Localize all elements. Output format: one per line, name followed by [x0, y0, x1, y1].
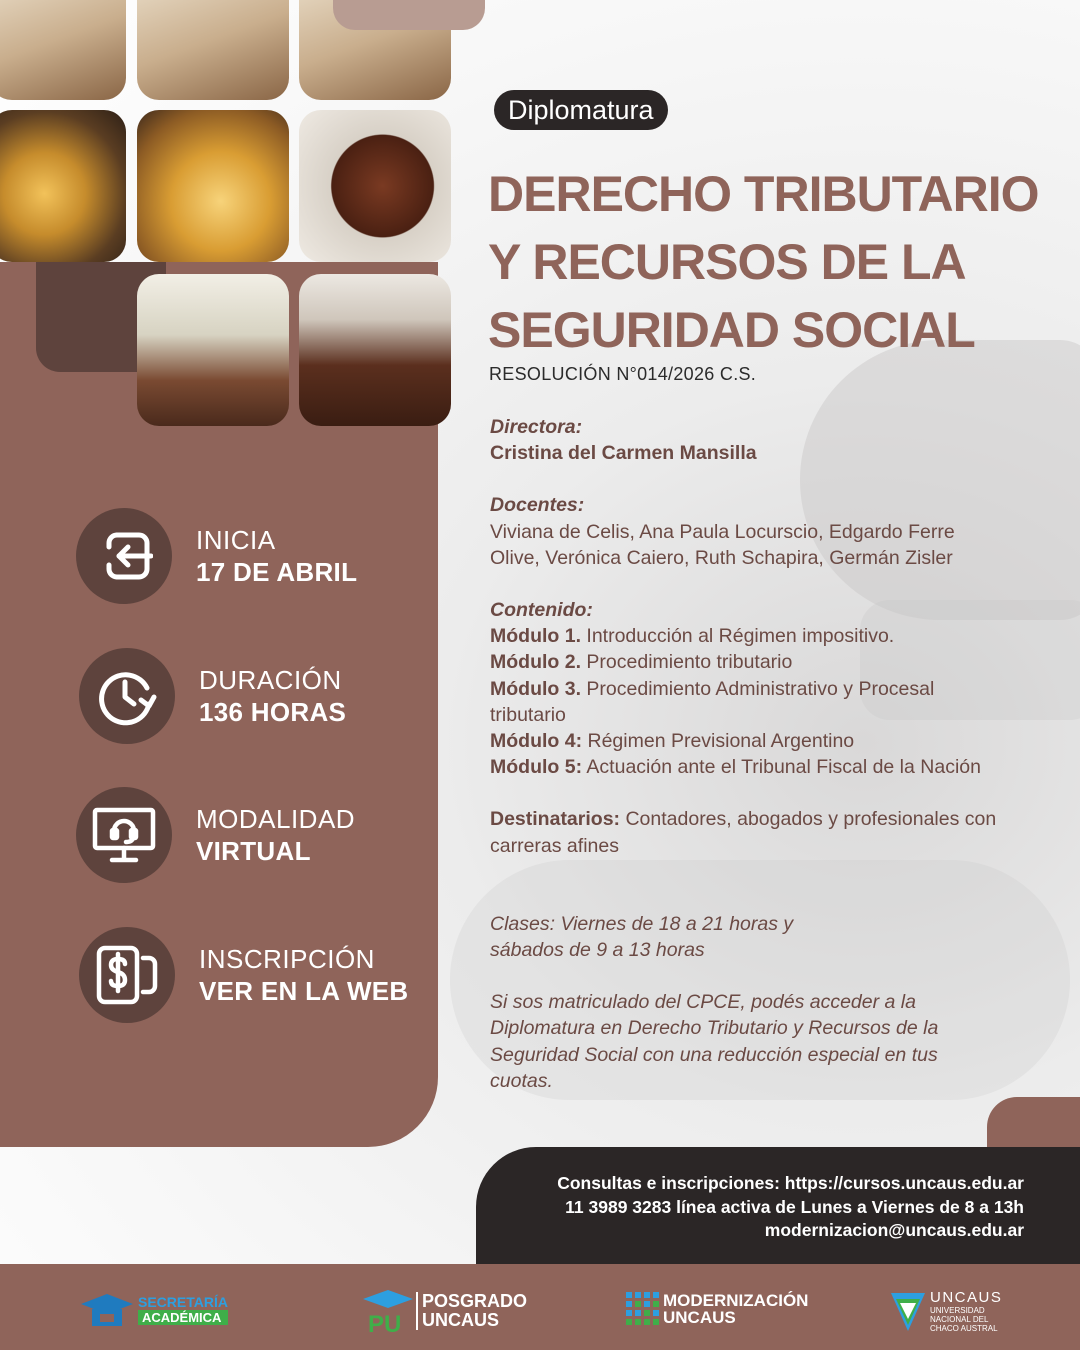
- info-label: MODALIDAD: [196, 804, 356, 834]
- graduation-cap-icon: [80, 1292, 134, 1328]
- directora-label: Directora:: [490, 416, 583, 438]
- monitor-headset-icon: [76, 787, 172, 883]
- info-value: VIRTUAL: [196, 836, 311, 866]
- module-text-continued: tributario: [490, 703, 566, 726]
- gavel-photo-tile: [299, 110, 451, 262]
- module-number: Módulo 1.: [490, 625, 581, 648]
- program-type-badge: Diplomatura: [494, 90, 668, 130]
- module-text: Procedimiento Administrativo y Procesal: [581, 677, 935, 700]
- contenido-label: Contenido:: [490, 599, 593, 622]
- logo-text: SECRETARÍA: [138, 1294, 228, 1310]
- module-text: Régimen Previsional Argentino: [582, 730, 855, 753]
- destinatarios-label: Destinatarios:: [490, 808, 621, 831]
- info-value: 17 DE ABRIL: [196, 557, 358, 587]
- module-text: Actuación ante el Tribunal Fiscal de la Nación: [582, 756, 981, 779]
- logo-text: UNCAUS: [930, 1289, 1003, 1306]
- info-modalidad: [76, 787, 355, 883]
- module-item: [490, 623, 1060, 649]
- title-line: Y RECURSOS DE LA: [488, 234, 966, 290]
- destinatarios-text: Contadores, abogados y profesionales con: [620, 808, 997, 831]
- module-text: Procedimiento tributario: [581, 651, 793, 674]
- login-arrow-icon: [76, 508, 172, 604]
- collage-tile: [137, 0, 289, 100]
- module-number: Módulo 2.: [490, 651, 581, 674]
- clases-line: Clases: Viernes de 18 a 21 horas y: [490, 912, 794, 935]
- info-duracion: [79, 648, 346, 744]
- module-item: [490, 649, 1060, 675]
- directora-name: Cristina del Carmen Mansilla: [490, 442, 757, 465]
- logo-text: NACIONAL DEL: [930, 1315, 989, 1324]
- module-item: [490, 728, 1060, 754]
- module-number: Módulo 3.: [490, 677, 581, 700]
- pixel-grid-icon: [626, 1292, 660, 1326]
- contact-line[interactable]: 11 3989 3283 línea activa de Lunes a Viernes de 8 a 13h: [565, 1196, 1024, 1217]
- uncaus-emblem-icon: [890, 1291, 926, 1333]
- svg-text:PU: PU: [368, 1311, 402, 1334]
- cpce-note-line: Seguridad Social con una reducción especial en tus: [490, 1043, 938, 1066]
- destinatarios-text-continued: carreras afines: [490, 834, 619, 857]
- cpce-note-line: Si sos matriculado del CPCE, podés acceder a la: [490, 991, 916, 1014]
- resolution-text: RESOLUCIÓN N°014/2026 C.S.: [489, 364, 757, 384]
- logo-text: CHACO AUSTRAL: [930, 1324, 998, 1333]
- destinatarios: [490, 806, 1060, 832]
- info-inicia: [76, 508, 357, 604]
- module-item: [490, 754, 1060, 780]
- module-text: Introducción al Régimen impositivo.: [581, 625, 895, 648]
- info-value: VER EN LA WEB: [199, 976, 409, 1006]
- gavel-handle-photo-tile: [299, 274, 451, 426]
- scales-photo-tile: [0, 110, 126, 262]
- module-number: Módulo 5:: [490, 756, 583, 779]
- contact-email[interactable]: modernizacion@uncaus.edu.ar: [764, 1220, 1024, 1240]
- info-value: 136 HORAS: [199, 697, 347, 727]
- graduation-cap-icon: [362, 1288, 414, 1334]
- clases-line: sábados de 9 a 13 horas: [490, 939, 705, 962]
- module-item: [490, 676, 1060, 702]
- program-details: [490, 414, 1060, 1094]
- page-title: [488, 160, 1068, 364]
- cpce-note-line: Diplomatura en Derecho Tributario y Recursos de la: [490, 1017, 939, 1040]
- docentes-line: Viviana de Celis, Ana Paula Locurscio, Edgardo Ferre: [490, 520, 955, 543]
- dollar-phone-icon: [79, 927, 175, 1023]
- clock-icon: [79, 648, 175, 744]
- modernizacion-uncaus-logo: [626, 1292, 808, 1326]
- contact-line[interactable]: Consultas e inscripciones: https://cursos.uncaus.edu.ar: [557, 1173, 1024, 1193]
- collage-tile: [0, 0, 126, 100]
- coins-photo-tile: [137, 110, 289, 262]
- logo-text: UNCAUS: [422, 1310, 500, 1330]
- logo-text: POSGRADO: [422, 1291, 528, 1311]
- title-line: DERECHO TRIBUTARIO: [488, 166, 1039, 222]
- logo-text: ACADÉMICA: [138, 1310, 228, 1325]
- logo-text: MODERNIZACIÓN: [663, 1291, 809, 1310]
- info-label: DURACIÓN: [199, 665, 342, 695]
- info-label: INICIA: [196, 525, 276, 555]
- logo-text: UNIVERSIDAD: [930, 1306, 985, 1315]
- collage-tile: [333, 0, 485, 30]
- contact-box: [476, 1147, 1080, 1269]
- posgrado-uncaus-logo: [362, 1288, 527, 1334]
- module-number: Módulo 4:: [490, 730, 583, 753]
- cpce-note-line: cuotas.: [490, 1069, 553, 1092]
- docentes-label: Docentes:: [490, 494, 585, 517]
- uncaus-logo: [890, 1290, 1002, 1333]
- title-line: SEGURIDAD SOCIAL: [488, 302, 975, 358]
- secretaria-academica-logo: [80, 1292, 228, 1328]
- logo-text: UNCAUS: [663, 1308, 736, 1327]
- docentes-line: Olive, Verónica Caiero, Ruth Schapira, Germán Zisler: [490, 546, 953, 569]
- info-inscripcion: [79, 927, 409, 1023]
- cash-photo-tile: [137, 274, 289, 426]
- info-label: INSCRIPCIÓN: [199, 944, 375, 974]
